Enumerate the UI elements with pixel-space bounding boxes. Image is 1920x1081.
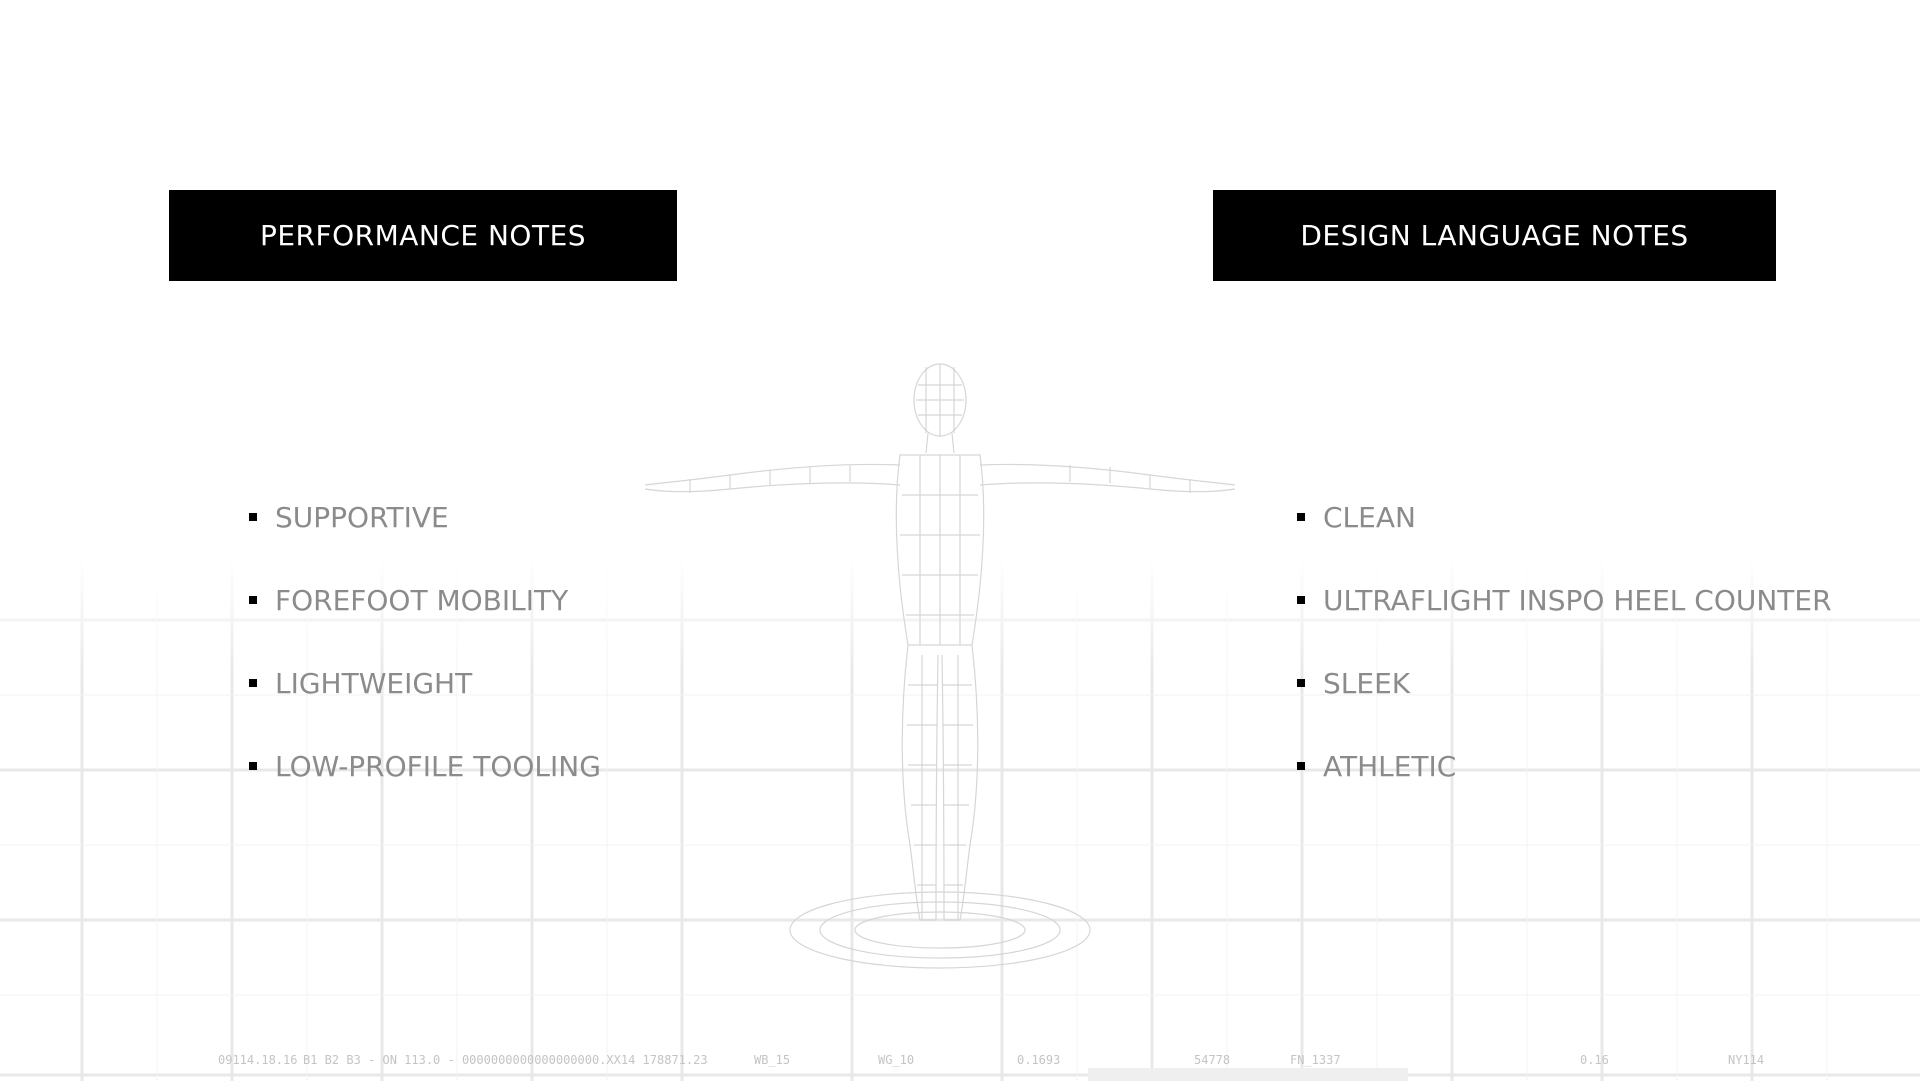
- list-item: [249, 496, 601, 538]
- list-item: [1297, 745, 1832, 787]
- bullet-icon: [1297, 596, 1305, 604]
- design-language-notes-title: DESIGN LANGUAGE NOTES: [1300, 219, 1689, 252]
- design-item-label: SLEEK: [1323, 666, 1411, 700]
- bullet-icon: [1297, 679, 1305, 687]
- design-item-label: ATHLETIC: [1323, 749, 1457, 783]
- list-item: [1297, 579, 1832, 621]
- footer-code: B1 B2 B3 - ON 113.0 - 0000000000000000000.XX14 178871.23: [303, 1053, 708, 1067]
- footer-code: 0.16: [1580, 1053, 1609, 1067]
- list-item: [249, 745, 601, 787]
- bullet-icon: [249, 596, 257, 604]
- list-item: [249, 662, 601, 704]
- list-item: [1297, 496, 1832, 538]
- wireframe-human-figure-icon: [630, 355, 1250, 975]
- footer-code: 0.1693: [1017, 1053, 1061, 1067]
- performance-item-label: LOW-PROFILE TOOLING: [275, 749, 601, 783]
- list-item: [1297, 662, 1832, 704]
- performance-item-label: SUPPORTIVE: [275, 500, 449, 534]
- list-item: [249, 579, 601, 621]
- performance-notes-list: [249, 496, 601, 828]
- footer-code: WG_10: [878, 1053, 915, 1067]
- footer-code: 54778: [1194, 1053, 1231, 1067]
- bullet-icon: [249, 762, 257, 770]
- footer-code: WB_15: [754, 1053, 791, 1067]
- performance-notes-header: [169, 190, 677, 281]
- performance-notes-title: PERFORMANCE NOTES: [259, 219, 587, 252]
- footer-code: NY114: [1728, 1053, 1765, 1067]
- design-item-label: CLEAN: [1323, 500, 1416, 534]
- bullet-icon: [249, 513, 257, 521]
- footer-code: 09114.18.16: [218, 1053, 298, 1067]
- bullet-icon: [1297, 762, 1305, 770]
- design-language-notes-list: [1297, 496, 1832, 828]
- design-language-notes-header: [1213, 190, 1776, 281]
- bullet-icon: [249, 679, 257, 687]
- performance-item-label: LIGHTWEIGHT: [275, 666, 473, 700]
- footer-code: FN_1337: [1290, 1053, 1341, 1067]
- performance-item-label: FOREFOOT MOBILITY: [275, 583, 569, 617]
- bottom-bar: [1088, 1068, 1408, 1081]
- bullet-icon: [1297, 513, 1305, 521]
- design-item-label: ULTRAFLIGHT INSPO HEEL COUNTER: [1323, 583, 1832, 617]
